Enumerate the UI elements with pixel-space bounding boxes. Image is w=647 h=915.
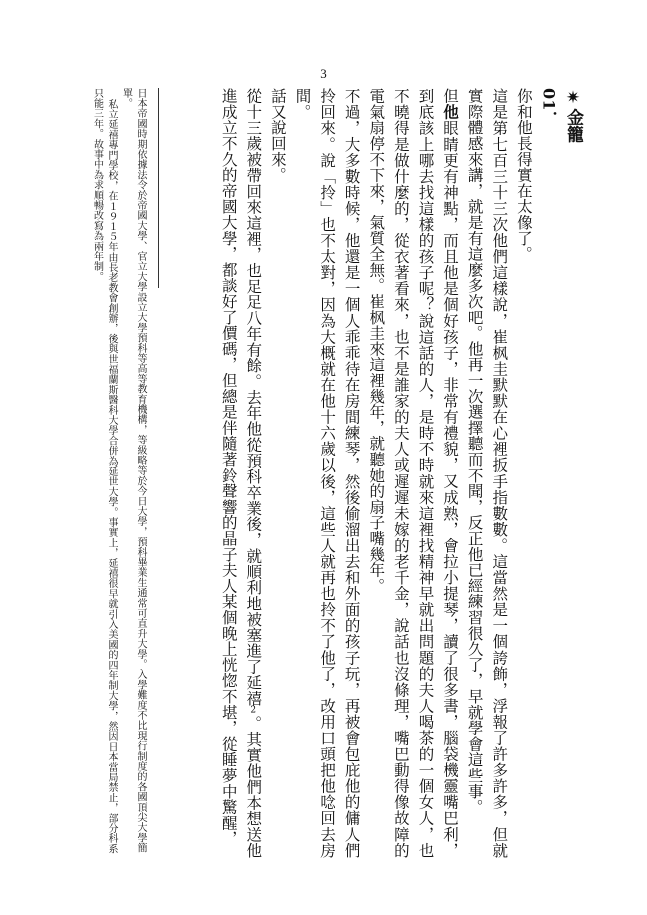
main-text: [216, 88, 585, 858]
chapter-title-text: 金籠: [563, 108, 583, 143]
paragraph-4: 不過，大多數時候，他還是一個人乖乖待在房間練琴，然後偷溜出去和外面的孩子玩，再被會包庇他的傭人們拎回來。說「拎」也不太對，因為大概就在他十六歲以後，這些人就再也拎不了他了，改用口頭把他唸回去房間。: [293, 88, 361, 858]
chapter-title: [560, 88, 585, 858]
footnote-1: 日本帝國時期依據法令於帝國大學、官立大學設立大學預科等高等教育機構，等級略等於今日大學，預科畢業生通常可直升大學。入學難度不比現行制度的各國頂尖大學簡單。: [120, 88, 146, 853]
paragraph-3: [364, 88, 462, 858]
paragraph-1: 你和他長得實在太像了。: [514, 88, 533, 262]
paragraph-6-rest: 。其實他們本想送他進成立不久的帝國大學，都談好了價碼，但總是伴隨著鈴聲響的晶子夫人某個晚上恍惚不堪，從睡夢中驚醒，: [219, 88, 263, 858]
paragraph-2: 這是第七百三十三次他們這樣說，崔枫圭默默在心裡扳手指數數。這當然是一個誇飾，浮報了許多許多，但就實際體感來講，就是有這麼多次吧。他再一次選擇聽而不聞，反正他已經練習很久了，早就學會這些事。: [465, 88, 509, 858]
section-number: 01．: [539, 88, 559, 128]
paragraph-6: [216, 88, 265, 858]
paragraph-6-lead: 從十三歲被帶回來這裡，也足足八年有餘。去年他從預科卒業後，就順利地被塞進了延禧: [244, 88, 263, 707]
footnote-divider: [158, 88, 159, 288]
footnotes: [89, 88, 147, 858]
star-icon: ✷: [563, 88, 583, 109]
footnote-2: 私立延禧專門學校，在１９１５年由長老教會創辦，後與世福蘭斯醫科大學合併為延世大學。事實上，延禧很早就引入美國的四年制大學，然因日本當局禁止，部分科系只能三年。故事中為求順暢改寫為兩年制。: [91, 88, 117, 854]
footnote-mark-2[interactable]: 2: [250, 706, 257, 716]
paragraph-5: 話又說回來。: [268, 88, 287, 183]
paragraph-3-rest: 眼睛更有神點，而且他是個好孩子，非常有禮貌，又成熟，會拉小提琴，讀了很多書，腦袋機靈嘴巴利，到底該上哪去找這樣的孩子呢？說這話的人，是時不時就來這裡找精神早就出問題的夫人喝茶的一個女人，也不曉得是做什麼的，從衣著看來，也不是誰家的夫人或遲遲未嫁的老千金，說話也沒條理，嘴巴動得像故障的電氣扇停不下來，氣質全無。崔枫圭來這裡幾年，就聽她的扇子嘴幾年。: [367, 88, 460, 858]
paragraph-3-lead: 但: [441, 88, 460, 105]
paragraph-3-bold-word: 他: [441, 104, 461, 121]
page-number: 3: [320, 66, 327, 81]
